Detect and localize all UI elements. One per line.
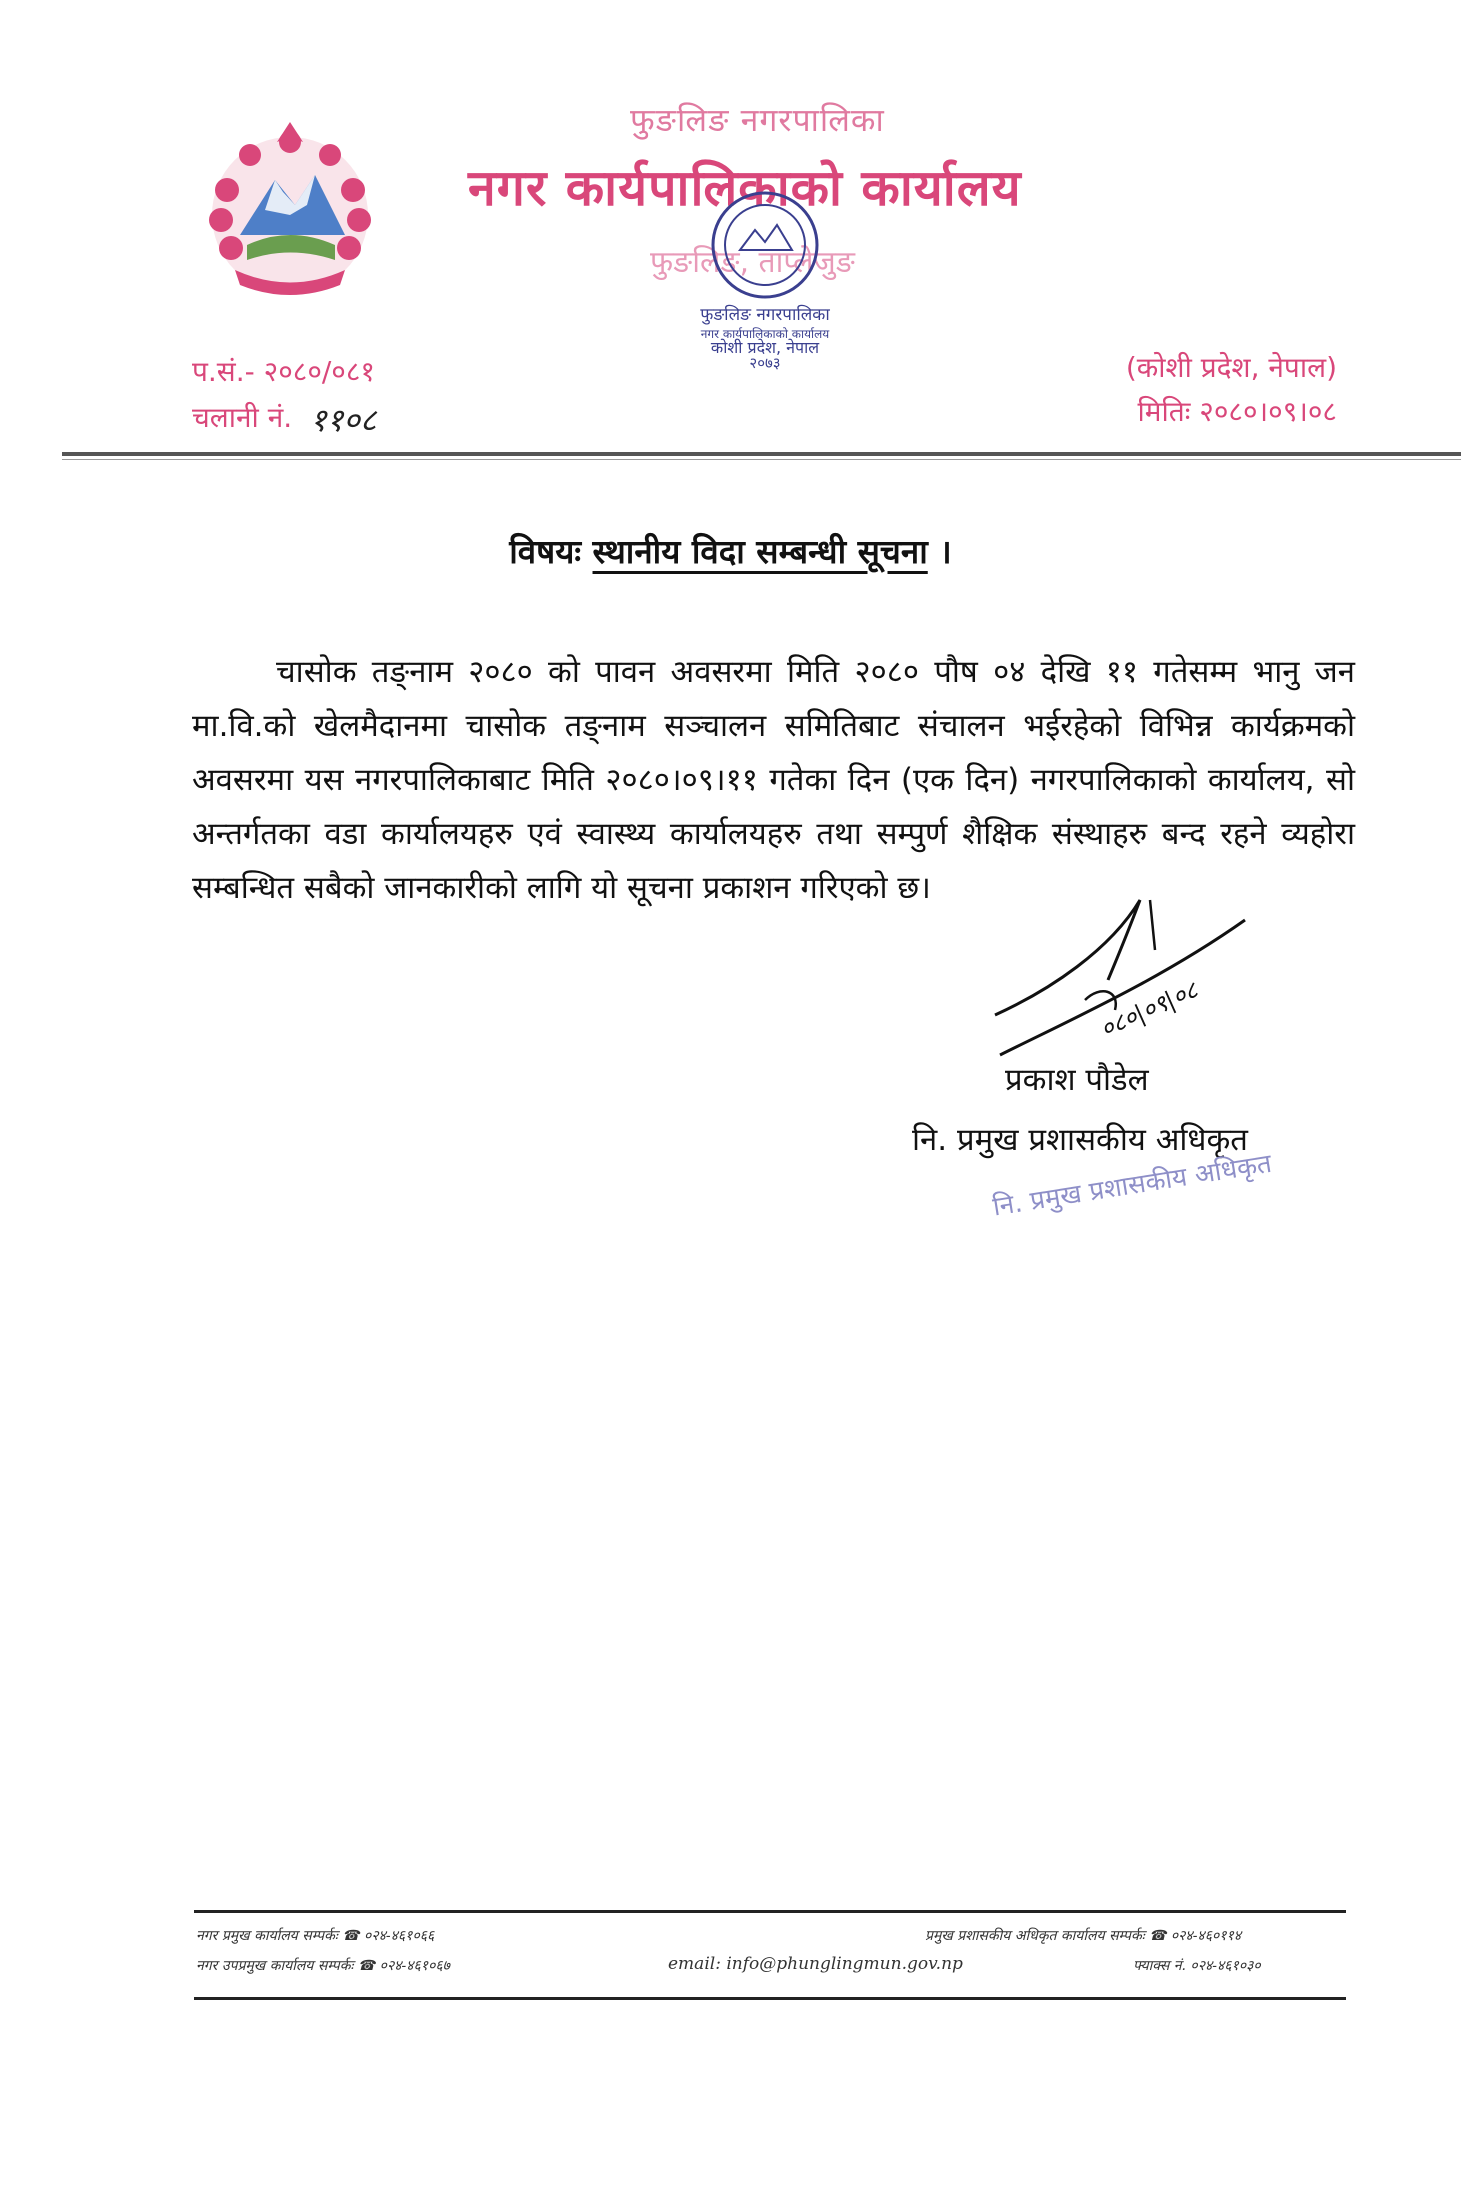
- municipality-name: फुङलिङ नगरपालिका: [630, 101, 885, 139]
- fax-number: फ्याक्स नं. ०२४-४६१०३०: [1133, 1958, 1261, 1974]
- contact-email: email: info@phunglingmun.gov.np: [668, 1954, 963, 1974]
- header-divider: [62, 452, 1461, 456]
- notice-body: चासोक तङ्नाम २०८० को पावन अवसरमा मिति २०८० पौष ०४ देखि ११ गतेसम्म भानु जन मा.वि.को खेलमैदानमा चासोक तङ्नाम सञ्चालन समितिबाट संचालन भईरहेको विभिन्न कार्यक्रमको अवसरमा यस नगरपालिकाबाट मिति २०८०।०९।११ गतेका दिन (एक दिन) नगरपालिकाको कार्यालय, सो अन्तर्गतका वडा कार्यालयहरु एवं स्वास्थ्य कार्यालयहरु तथा सम्पुर्ण शैक्षिक संस्थाहरु बन्द रहने व्यहोरा सम्बन्धित सबैको जानकारीको लागि यो सूचना प्रकाशन गरिएको छ।: [192, 654, 1355, 906]
- handwritten-signature: [990, 880, 1250, 1060]
- footer-divider-bottom: [194, 1997, 1346, 2000]
- signer-name: प्रकाश पौडेल: [1005, 1062, 1149, 1098]
- designation-seal: नि. प्रमुख प्रशासकीय अधिकृत: [990, 1148, 1274, 1223]
- reference-number: प.सं.- २०८०/०८१: [192, 355, 375, 388]
- dispatch-number-handwritten: ११०८: [310, 401, 377, 439]
- stamp-line: कोशी प्रदेश, नेपाल: [710, 338, 820, 357]
- office-name: नगर कार्यपालिकाको कार्यालय: [468, 159, 1022, 217]
- dispatch-label: चलानी नं.: [192, 401, 293, 434]
- subject-label: विषयः: [509, 532, 582, 571]
- letter-date: मितिः २०८०।०९।०८: [1137, 395, 1337, 428]
- signature-date: ०८०|०९|०८: [1096, 975, 1203, 1044]
- deputy-mayor-contact: नगर उपप्रमुख कार्यालय सम्पर्कः ☎ ०२४-४६१०६७: [196, 1958, 450, 1974]
- subject-text: स्थानीय विदा सम्बन्धी सूचना: [592, 532, 928, 571]
- stamp-line: फुङलिङ नगरपालिका: [700, 305, 830, 325]
- mayor-contact: नगर प्रमुख कार्यालय सम्पर्कः ☎ ०२४-४६१०६६: [196, 1928, 435, 1944]
- province-label: (कोशी प्रदेश, नेपाल): [1125, 351, 1337, 384]
- nepal-emblem-icon: [195, 120, 385, 305]
- footer-divider-top: [194, 1910, 1346, 1913]
- office-stamp: [640, 150, 890, 370]
- stamp-line: २०७३: [749, 354, 781, 370]
- cao-contact: प्रमुख प्रशासकीय अधिकृत कार्यालय सम्पर्कः ☎ ०२४-४६०११४: [925, 1928, 1242, 1944]
- subject-end: ।: [939, 532, 952, 571]
- office-location: फुङलिङ, ताप्लेजुङ: [650, 245, 855, 280]
- stamp-line: नगर कार्यपालिकाको कार्यालय: [700, 327, 830, 341]
- signer-title: नि. प्रमुख प्रशासकीय अधिकृत: [912, 1122, 1248, 1158]
- subject-line: [0, 528, 1461, 573]
- header-divider-thin: [62, 459, 1461, 460]
